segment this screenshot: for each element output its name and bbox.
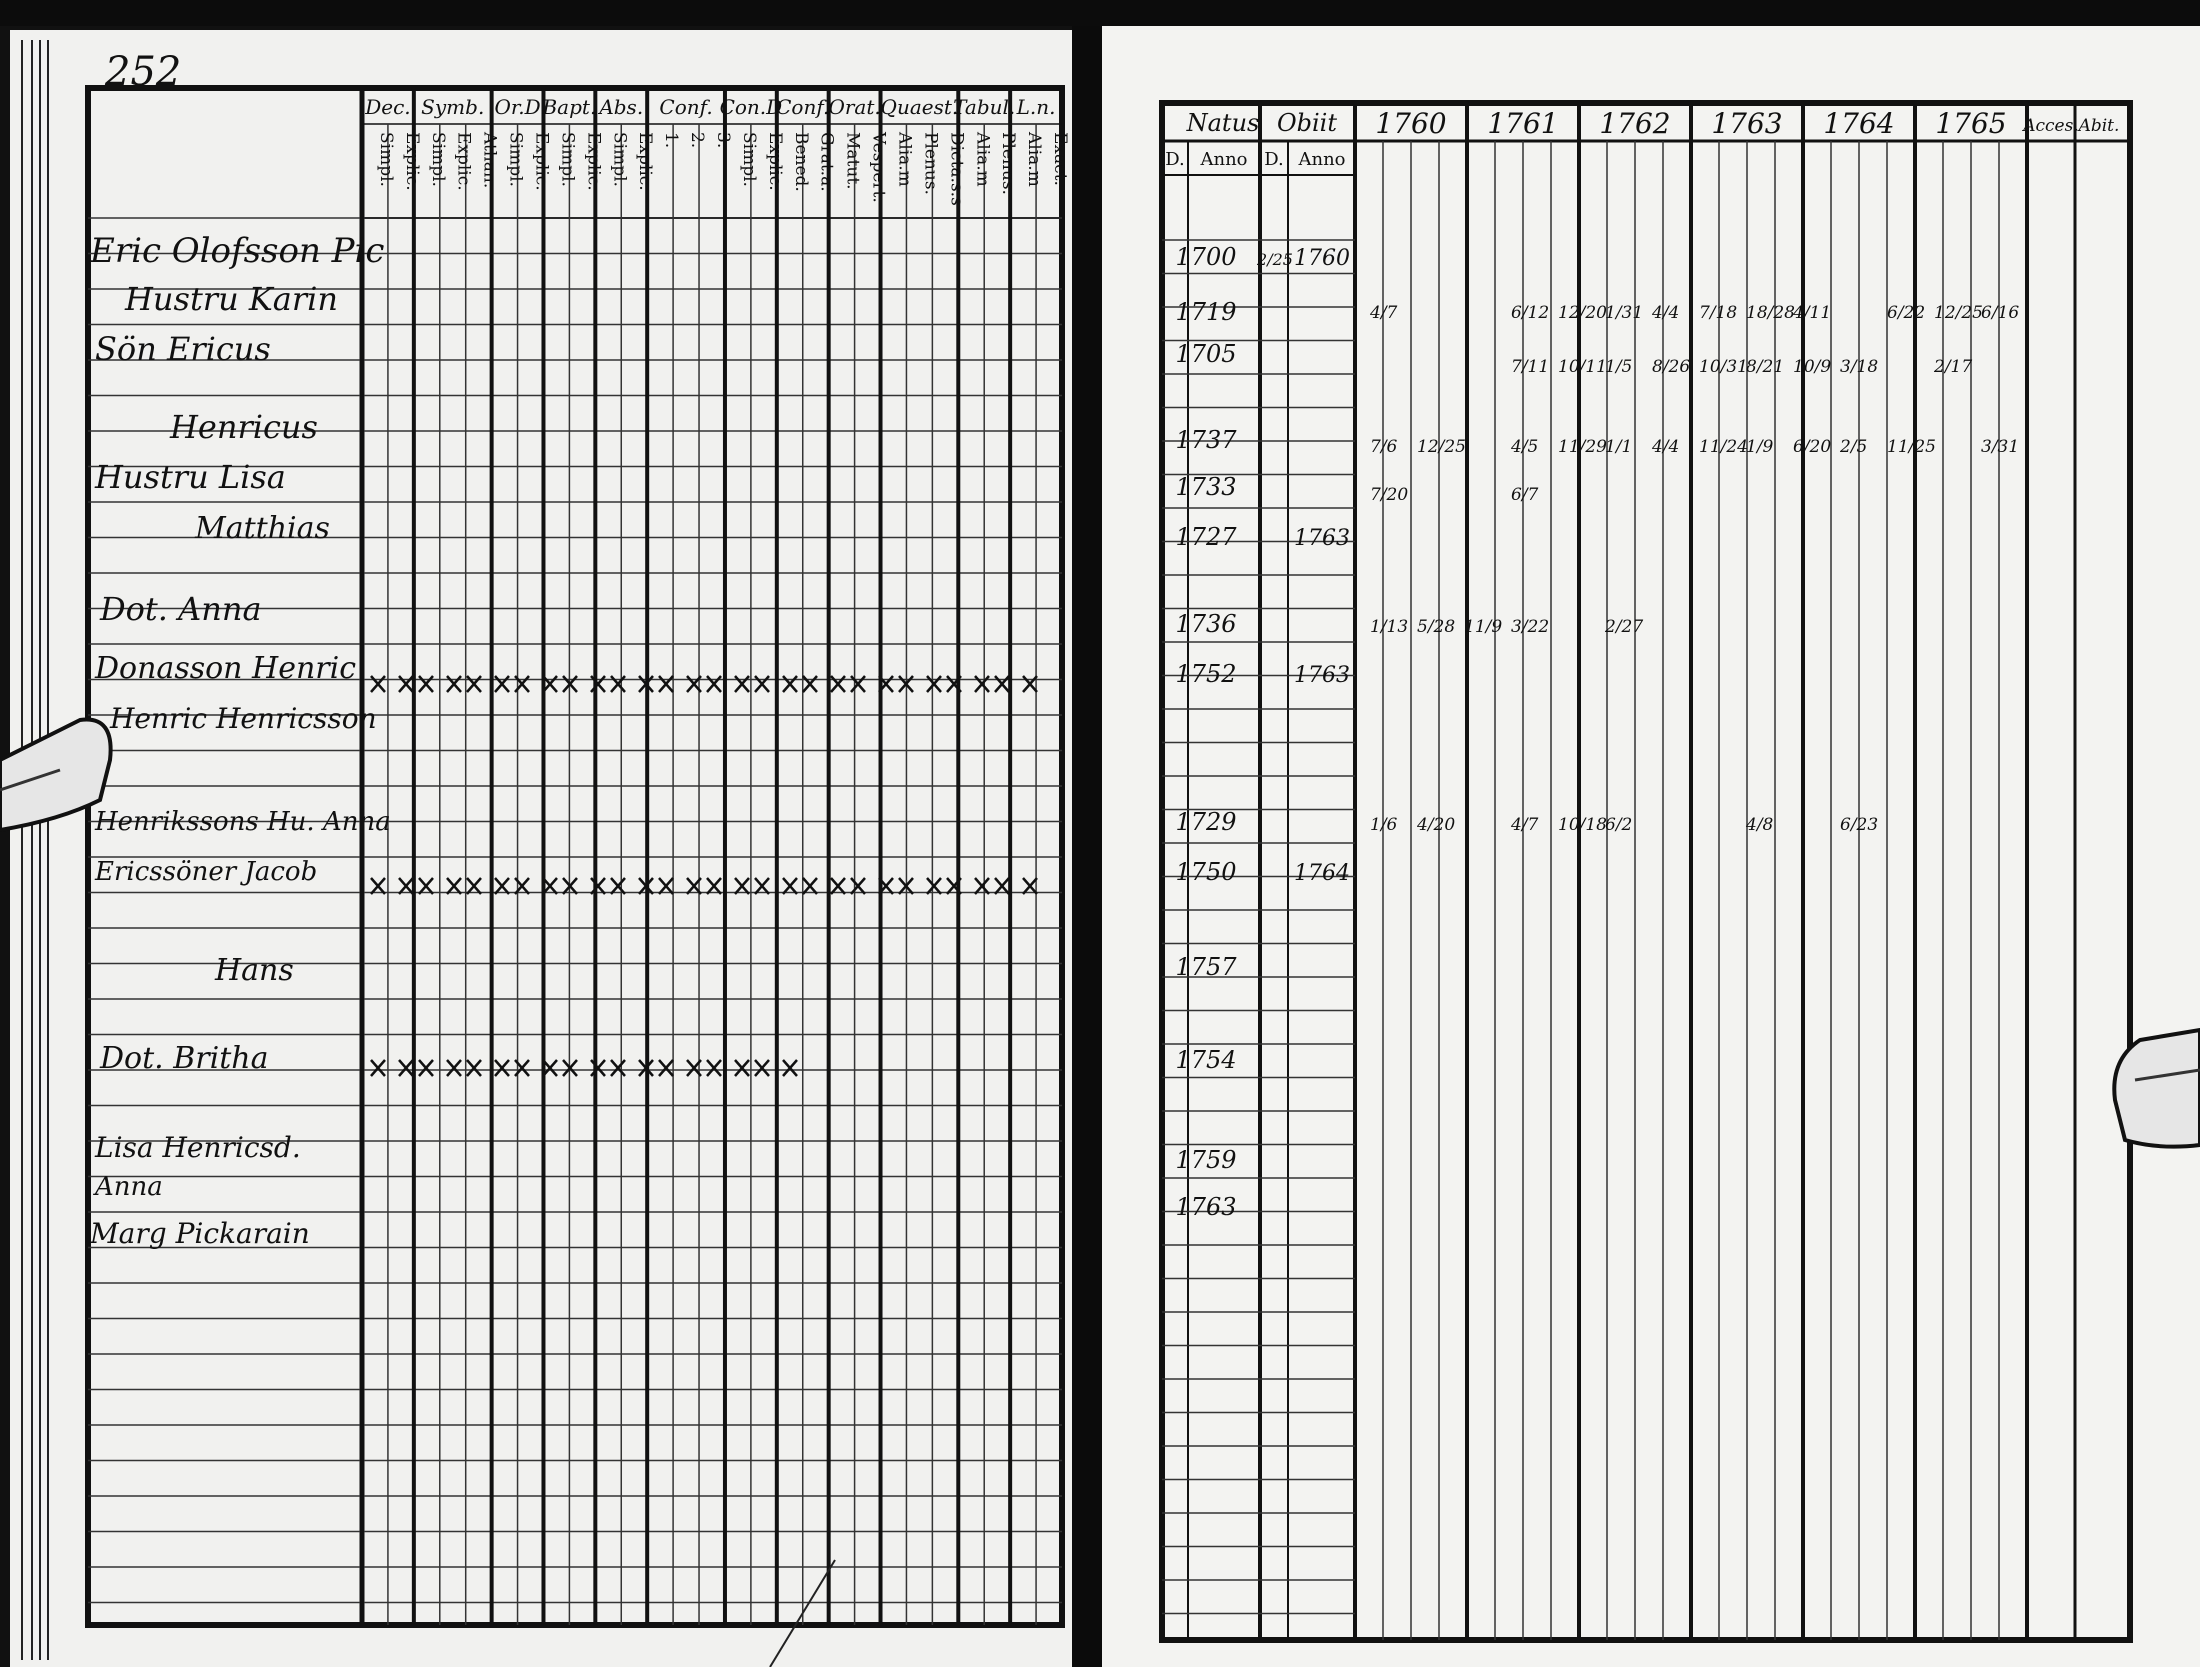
death-year: 1763 [1294, 663, 1350, 688]
birth-year: 1700 [1175, 243, 1237, 271]
exam-date: 12/25 [1417, 437, 1466, 457]
sub-column-header: Athan. [479, 132, 500, 189]
death-day: 2/25 [1257, 250, 1293, 269]
exam-date: 1/5 [1605, 357, 1633, 377]
group-header: L.n. [1016, 95, 1056, 119]
parishioner-name: Eric Olofsson Pic [90, 231, 385, 271]
birth-year: 1759 [1175, 1146, 1237, 1174]
year-header: 1764 [1823, 107, 1895, 140]
exam-date: 11/29 [1558, 437, 1607, 457]
sub-column-header: Explic. [531, 132, 552, 191]
left-page [10, 30, 1072, 1667]
exam-date: 4/7 [1370, 303, 1398, 323]
sub-column-header: Simpl. [557, 132, 578, 187]
exam-date: 5/28 [1417, 617, 1456, 637]
exam-date: 11/24 [1699, 437, 1748, 457]
exam-date: 6/16 [1981, 303, 2020, 323]
exam-date: 4/5 [1511, 437, 1539, 457]
birth-year: 1719 [1175, 298, 1237, 326]
sub-column-header: 1. [661, 132, 682, 149]
exam-date: 12/25 [1934, 303, 1983, 323]
parishioner-name: Anna [95, 1172, 163, 1202]
exam-date: 2/27 [1605, 617, 1644, 637]
year-header: 1763 [1711, 107, 1783, 140]
birth-year: 1750 [1175, 858, 1237, 886]
exam-date: 10/31 [1699, 357, 1748, 377]
sub-column-header: Simpl. [427, 132, 448, 187]
birth-year: 1754 [1175, 1046, 1237, 1074]
group-header: Bapt. [542, 95, 597, 119]
group-header: Conf. [659, 95, 713, 119]
parishioner-name: Ericssöner Jacob [95, 857, 318, 887]
sub-column-header: Bened. [790, 132, 811, 192]
sub-column-header: Dicta.s.s [946, 132, 967, 206]
exam-date: 1/6 [1370, 815, 1398, 835]
sub-column-header: Explic. [401, 132, 422, 191]
parishioner-name: Henrikssons Hu. Anna [95, 807, 391, 837]
parishioner-name: Sön Ericus [95, 330, 271, 368]
group-header: Orat. [828, 95, 881, 119]
exam-date: 6/23 [1840, 815, 1879, 835]
exam-date: 7/11 [1511, 357, 1550, 377]
page-top-edge [0, 0, 2200, 26]
exam-date: 3/18 [1840, 357, 1879, 377]
parishioner-name: Dot. Anna [100, 590, 262, 628]
group-header: Con.D [719, 95, 783, 119]
obiit-header: Obiit [1276, 109, 1338, 137]
sub-column-header: Grat.a. [816, 132, 837, 192]
group-header: Quaest. [880, 95, 959, 119]
year-header: 1760 [1375, 107, 1447, 140]
exam-date: 6/2 [1605, 815, 1633, 835]
parishioner-name: Henricus [170, 408, 318, 446]
parishioner-name: Donasson Henric [95, 651, 357, 686]
group-header: Dec. [365, 95, 411, 119]
birth-year: 1729 [1175, 808, 1237, 836]
exam-date: 11/25 [1887, 437, 1936, 457]
exam-date: 4/4 [1652, 437, 1680, 457]
exam-date: 7/18 [1699, 303, 1738, 323]
sub-column-header: Explic. [635, 132, 656, 191]
group-header: Or.D [494, 95, 541, 119]
exam-date: 4/7 [1511, 815, 1539, 835]
exam-date: 6/12 [1511, 303, 1550, 323]
natus-header: Natus [1186, 109, 1260, 137]
day-header: D. [1165, 149, 1185, 170]
parishioner-name: Hans [215, 953, 294, 988]
sub-column-header: Explic. [764, 132, 785, 191]
sub-column-header: Alia.m [972, 132, 993, 187]
sub-column-header: Simpl. [375, 132, 396, 187]
exam-date: 4/8 [1746, 815, 1774, 835]
year-header: Anno [1200, 149, 1248, 170]
sub-column-header: Plenus. [998, 132, 1019, 195]
exam-date: 11/9 [1464, 617, 1503, 637]
birth-year: 1736 [1175, 610, 1237, 638]
exam-date: 4/4 [1652, 303, 1680, 323]
birth-year: 1737 [1175, 426, 1237, 454]
exam-date: 12/20 [1558, 303, 1607, 323]
sub-column-header: Simpl. [505, 132, 526, 187]
exam-date: 6/7 [1511, 485, 1539, 505]
exam-date: 1/1 [1605, 437, 1633, 457]
sub-column-header: Alia.m [894, 132, 915, 187]
sub-column-header: 3. [713, 132, 733, 149]
year-header: 1762 [1599, 107, 1671, 140]
birth-year: 1763 [1175, 1193, 1237, 1221]
parishioner-name: Lisa Henricsd. [95, 1131, 301, 1164]
exam-date: 10/9 [1793, 357, 1832, 377]
sub-column-header: Plenus. [920, 132, 941, 195]
sub-column-header: 2. [687, 132, 708, 149]
parishioner-name: Hustru Karin [125, 280, 338, 318]
exam-date: 6/22 [1887, 303, 1926, 323]
exam-date: 4/11 [1793, 303, 1832, 323]
parishioner-name: Hustru Lisa [95, 458, 286, 496]
exam-date: 3/22 [1511, 617, 1550, 637]
exam-date: 1/13 [1370, 617, 1409, 637]
exam-date: 4/20 [1417, 815, 1456, 835]
parishioner-name: Henric Henricsson [110, 702, 377, 735]
exam-date: 3/31 [1981, 437, 2020, 457]
group-header: Conf. [776, 95, 830, 119]
exam-date: 6/20 [1793, 437, 1832, 457]
day-header: D. [1264, 149, 1284, 170]
exam-date: 8/26 [1652, 357, 1691, 377]
birth-year: 1705 [1175, 340, 1237, 368]
exam-date: 1/31 [1605, 303, 1644, 323]
group-header: Abs. [599, 95, 644, 119]
death-year: 1764 [1294, 861, 1350, 886]
sub-column-header: Simpl. [738, 132, 759, 187]
accessit-header: Acces. [2023, 116, 2079, 136]
death-year: 1763 [1294, 526, 1350, 551]
page-number: 252 [105, 49, 182, 95]
death-year: 1760 [1294, 246, 1350, 271]
book-gutter [1072, 0, 1102, 1667]
parishioner-name: Dot. Britha [100, 1041, 269, 1076]
sub-column-header: Matut. [842, 132, 863, 190]
exam-date: 2/17 [1934, 357, 1973, 377]
group-header: Tabul. [953, 95, 1016, 119]
exam-date: 7/20 [1370, 485, 1409, 505]
year-header: 1765 [1935, 107, 2007, 140]
exam-date: 8/21 [1746, 357, 1785, 377]
sub-column-header: Vespert. [868, 132, 889, 203]
sub-column-header: Exact. [1050, 132, 1071, 186]
abiit-header: Abit. [2078, 116, 2120, 136]
year-header: Anno [1298, 149, 1346, 170]
exam-date: 2/5 [1840, 437, 1868, 457]
exam-date: 7/6 [1370, 437, 1398, 457]
exam-date: 1/9 [1746, 437, 1774, 457]
group-header: Symb. [421, 95, 485, 119]
birth-year: 1757 [1175, 953, 1237, 981]
exam-date: 10/18 [1558, 815, 1607, 835]
parishioner-name: Matthias [195, 511, 330, 546]
birth-year: 1727 [1175, 523, 1237, 551]
birth-year: 1733 [1175, 473, 1237, 501]
sub-column-header: Simpl. [609, 132, 630, 187]
exam-date: 18/28 [1746, 303, 1795, 323]
sub-column-header: Explic. [453, 132, 474, 191]
exam-date: 10/11 [1558, 357, 1607, 377]
sub-column-header: Alia.m [1024, 132, 1045, 187]
sub-column-header: Explic. [583, 132, 604, 191]
year-header: 1761 [1487, 107, 1559, 140]
parishioner-name: Marg Pickarain [90, 1217, 310, 1250]
birth-year: 1752 [1175, 660, 1237, 688]
